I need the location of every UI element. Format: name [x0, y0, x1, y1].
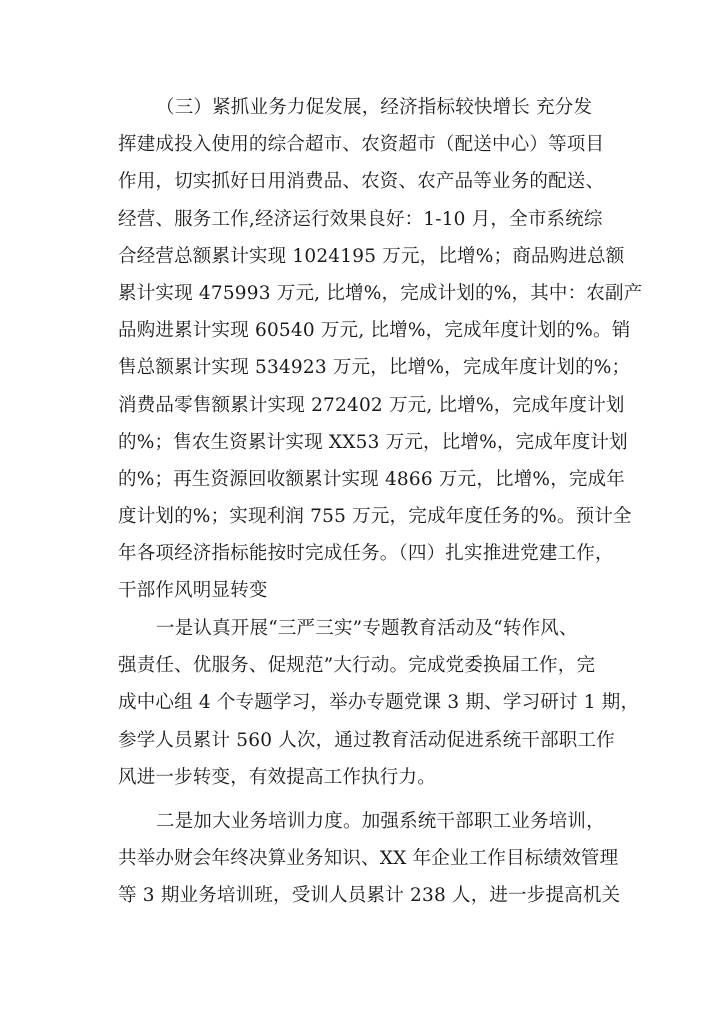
text-line: 经营、服务工作,经济运行效果良好：1-10 月，全市系统综 — [118, 208, 603, 230]
text-line: （三）紧抓业务力促发展，经济指标较快增长 充分发 — [156, 97, 593, 118]
text-line: 成中心组 4 个专题学习，举办专题党课 3 期、学习研讨 1 期， — [118, 692, 640, 714]
text-line: 参学人员累计 560 人次，通过教育活动促进系统干部职工作 — [118, 729, 615, 751]
text-line: 干部作风明显转变 — [118, 580, 268, 602]
text-line: 一是认真开展“三严三实”专题教育活动及“转作风、 — [156, 618, 578, 639]
text-line: 合经营总额累计实现 1024195 万元，比增%；商品购进总额 — [118, 245, 625, 267]
paragraph-economic-indicators — [118, 89, 643, 610]
text-line: 售总额累计实现 534923 万元，比增%，完成年度计划的%； — [118, 357, 631, 379]
paragraph-party-education — [118, 610, 640, 796]
text-line: 风进一步转变，有效提高工作执行力。 — [118, 766, 436, 788]
paragraph-business-training — [118, 803, 621, 915]
text-line: 强责任、优服务、促规范”大行动。完成党委换届工作，完 — [118, 655, 596, 677]
text-line: 作用，切实抓好日用消费品、农资、农产品等业务的配送、 — [118, 171, 605, 193]
text-line: 等 3 期业务培训班，受训人员累计 238 人，进一步提高机关 — [118, 885, 621, 907]
text-line: 的%；售农生资累计实现 XX53 万元，比增%，完成年度计划 — [118, 431, 628, 453]
text-line: 共举办财会年终决算业务知识、XX 年企业工作目标绩效管理 — [118, 848, 619, 870]
text-line: 挥建成投入使用的综合超市、农资超市（配送中心）等项目 — [118, 134, 605, 156]
text-line: 累计实现 475993 万元, 比增%，完成计划的%，其中：农副产 — [118, 282, 643, 304]
text-line: 年各项经济指标能按时完成任务。（四）扎实推进党建工作， — [118, 543, 614, 565]
text-line: 品购进累计实现 60540 万元, 比增%，完成年度计划的%。销 — [118, 320, 631, 342]
text-line: 二是加大业务培训力度。加强系统干部职工业务培训， — [156, 811, 605, 832]
text-line: 消费品零售额累计实现 272402 万元, 比增%，完成年度计划 — [118, 394, 625, 416]
text-line: 的%；再生资源回收额累计实现 4866 万元，比增%，完成年 — [118, 468, 626, 490]
text-line: 度计划的%；实现利润 755 万元，完成年度任务的%。预计全 — [118, 506, 632, 528]
